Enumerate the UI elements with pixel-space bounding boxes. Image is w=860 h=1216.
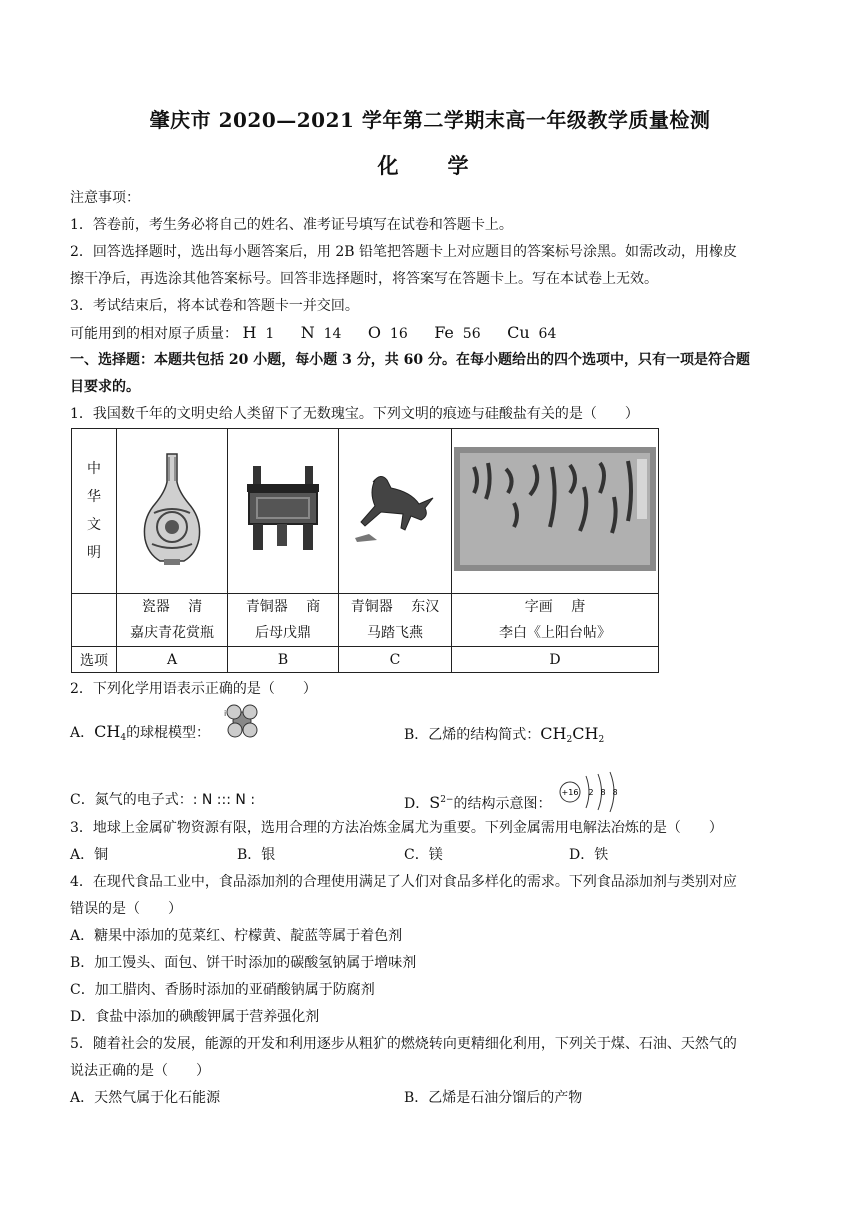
horse-image <box>339 429 452 594</box>
porcelain-vase-illustration <box>142 449 202 569</box>
question-4-stem-cont: 错误的是（ ） <box>70 901 182 917</box>
flying-horse-illustration <box>345 464 445 554</box>
section-heading: 一、选择题：本题共包括 20 小题，每小题 3 分，共 60 分。在每小题给出的四个选项中，只有一项是符合题 <box>70 352 750 368</box>
atomic-mass-label: 可能用到的相对原子质量： <box>70 326 238 342</box>
item-caption <box>117 594 228 647</box>
option-letter: B <box>228 647 339 673</box>
caption-line: 马踏飞燕 <box>367 625 423 641</box>
row-header-char: 华 <box>87 489 101 505</box>
option-text: 的结构示意图： <box>453 796 552 812</box>
item-caption <box>452 594 659 647</box>
formula: CH <box>540 724 567 743</box>
element-mass: 16 <box>389 326 408 342</box>
caption-line: 李白《上阳台帖》 <box>499 625 611 641</box>
option-prefix: A． <box>70 725 95 741</box>
option-row-label: 选项 <box>72 647 117 673</box>
question-3-stem: 3．地球上金属矿物资源有限，选用合理的方法冶炼金属尤为重要。下列金属需用电解法冶炼的是（ ） <box>70 820 723 836</box>
q4-option: B．加工馒头、面包、饼干时添加的碳酸氢钠属于增味剂 <box>70 955 417 971</box>
subscript: 4 <box>120 733 127 743</box>
nucleus-charge: +16 <box>561 788 579 797</box>
q5-option: B．乙烯是石油分馏后的产物 <box>404 1090 583 1106</box>
calligraphy-image <box>452 429 659 594</box>
notes-heading: 注意事项： <box>70 190 140 206</box>
q5-option: A．天然气属于化石能源 <box>70 1090 221 1106</box>
question-5-stem-cont: 说法正确的是（ ） <box>70 1063 210 1079</box>
element-symbol: Fe <box>434 323 454 342</box>
q4-option: C．加工腊肉、香肠时添加的亚硝酸钠属于防腐剂 <box>70 982 375 998</box>
ding-image <box>228 429 339 594</box>
section-heading-cont: 目要求的。 <box>70 379 140 395</box>
question-1-stem: 1．我国数千年的文明史给人类留下了无数瑰宝。下列文明的痕迹与硅酸盐有关的是（ ） <box>70 406 639 422</box>
caption-line: 青铜器 东汉 <box>350 599 440 615</box>
element-symbol: H <box>242 323 257 342</box>
q2-option-c <box>70 790 255 810</box>
q3-option: D．铁 <box>569 847 609 863</box>
methane-ball-model-icon <box>222 700 262 740</box>
option-text: B．乙烯的结构简式： <box>404 727 541 743</box>
item-caption <box>339 594 452 647</box>
svg-text:i: i <box>224 709 227 718</box>
formula: S <box>429 793 441 812</box>
shell-electrons: 8 <box>612 788 618 797</box>
question-2-stem: 2．下列化学用语表示正确的是（ ） <box>70 681 317 697</box>
subscript: 2 <box>598 735 605 745</box>
superscript: 2− <box>440 795 454 805</box>
question-5-stem: 5．随着社会的发展，能源的开发和利用逐步从粗犷的燃烧转向更精细化利用，下列关于煤、石油、天然气的 <box>70 1036 737 1052</box>
electron-formula: : N ::: N : <box>192 792 256 808</box>
civilization-table <box>71 428 659 673</box>
element-symbol: Cu <box>507 323 530 342</box>
element-mass: 64 <box>538 326 557 342</box>
shell-electrons: 8 <box>600 788 606 797</box>
subscript: 2 <box>566 735 573 745</box>
note-item: 1．答卷前，考生务必将自己的姓名、准考证号填写在试卷和答题卡上。 <box>70 217 513 233</box>
option-letter: D <box>452 647 659 673</box>
element-mass: 56 <box>462 326 481 342</box>
q3-option: B．银 <box>237 847 276 863</box>
question-4-stem: 4．在现代食品工业中，食品添加剂的合理使用满足了人们对食品多样化的需求。下列食品添加剂与类别对应 <box>70 874 737 890</box>
shell-electrons: 2 <box>588 788 594 797</box>
row-header-char: 明 <box>87 545 101 561</box>
element-mass: 14 <box>323 326 342 342</box>
q3-option: A．铜 <box>70 847 109 863</box>
q2-option-a <box>70 722 210 748</box>
caption-line: 字画 唐 <box>524 599 586 615</box>
exam-title: 肇庆市 2020—2021 学年第二学期末高一年级教学质量检测 <box>149 108 711 132</box>
formula: CH <box>572 724 599 743</box>
calligraphy-scroll-illustration <box>454 447 656 571</box>
option-letter: A <box>117 647 228 673</box>
item-caption <box>228 594 339 647</box>
q3-option: C．镁 <box>404 847 443 863</box>
row-header-char: 文 <box>87 517 101 533</box>
q2-option-d <box>404 790 551 814</box>
caption-line: 青铜器 商 <box>245 599 321 615</box>
element-symbol: O <box>367 323 381 342</box>
element-symbol: N <box>300 323 315 342</box>
option-text: 的球棍模型： <box>126 725 211 741</box>
formula: CH <box>94 722 121 741</box>
option-text: C．氮气的电子式： <box>70 792 193 808</box>
sulfide-ion-structure-icon <box>558 770 622 814</box>
note-item: 擦干净后，再选涂其他答案标号。回答非选择题时，将答案写在答题卡上。写在本试卷上无效。 <box>70 271 658 287</box>
caption-line: 后母戊鼎 <box>255 625 311 641</box>
option-letter: C <box>339 647 452 673</box>
subject-title: 化 学 <box>377 153 483 178</box>
element-mass: 1 <box>265 326 275 342</box>
q4-option: A．糖果中添加的苋菜红、柠檬黄、靛蓝等属于着色剂 <box>70 928 403 944</box>
atomic-mass-line <box>70 323 795 344</box>
bronze-ding-illustration <box>241 464 325 554</box>
vase-image <box>117 429 228 594</box>
q4-option: D．食盐中添加的碘酸钾属于营养强化剂 <box>70 1009 320 1025</box>
note-item: 2．回答选择题时，选出每小题答案后，用 2B 铅笔把答题卡上对应题目的答案标号涂黑。如需改动，用橡皮 <box>70 244 738 260</box>
caption-line: 嘉庆青花赏瓶 <box>130 625 214 641</box>
row-header-civilization <box>72 429 117 594</box>
row-header-char: 中 <box>87 461 101 477</box>
q2-option-b <box>404 724 604 750</box>
caption-line: 瓷器 清 <box>141 599 203 615</box>
note-item: 3．考试结束后，将本试卷和答题卡一并交回。 <box>70 298 359 314</box>
option-prefix: D． <box>404 796 430 812</box>
